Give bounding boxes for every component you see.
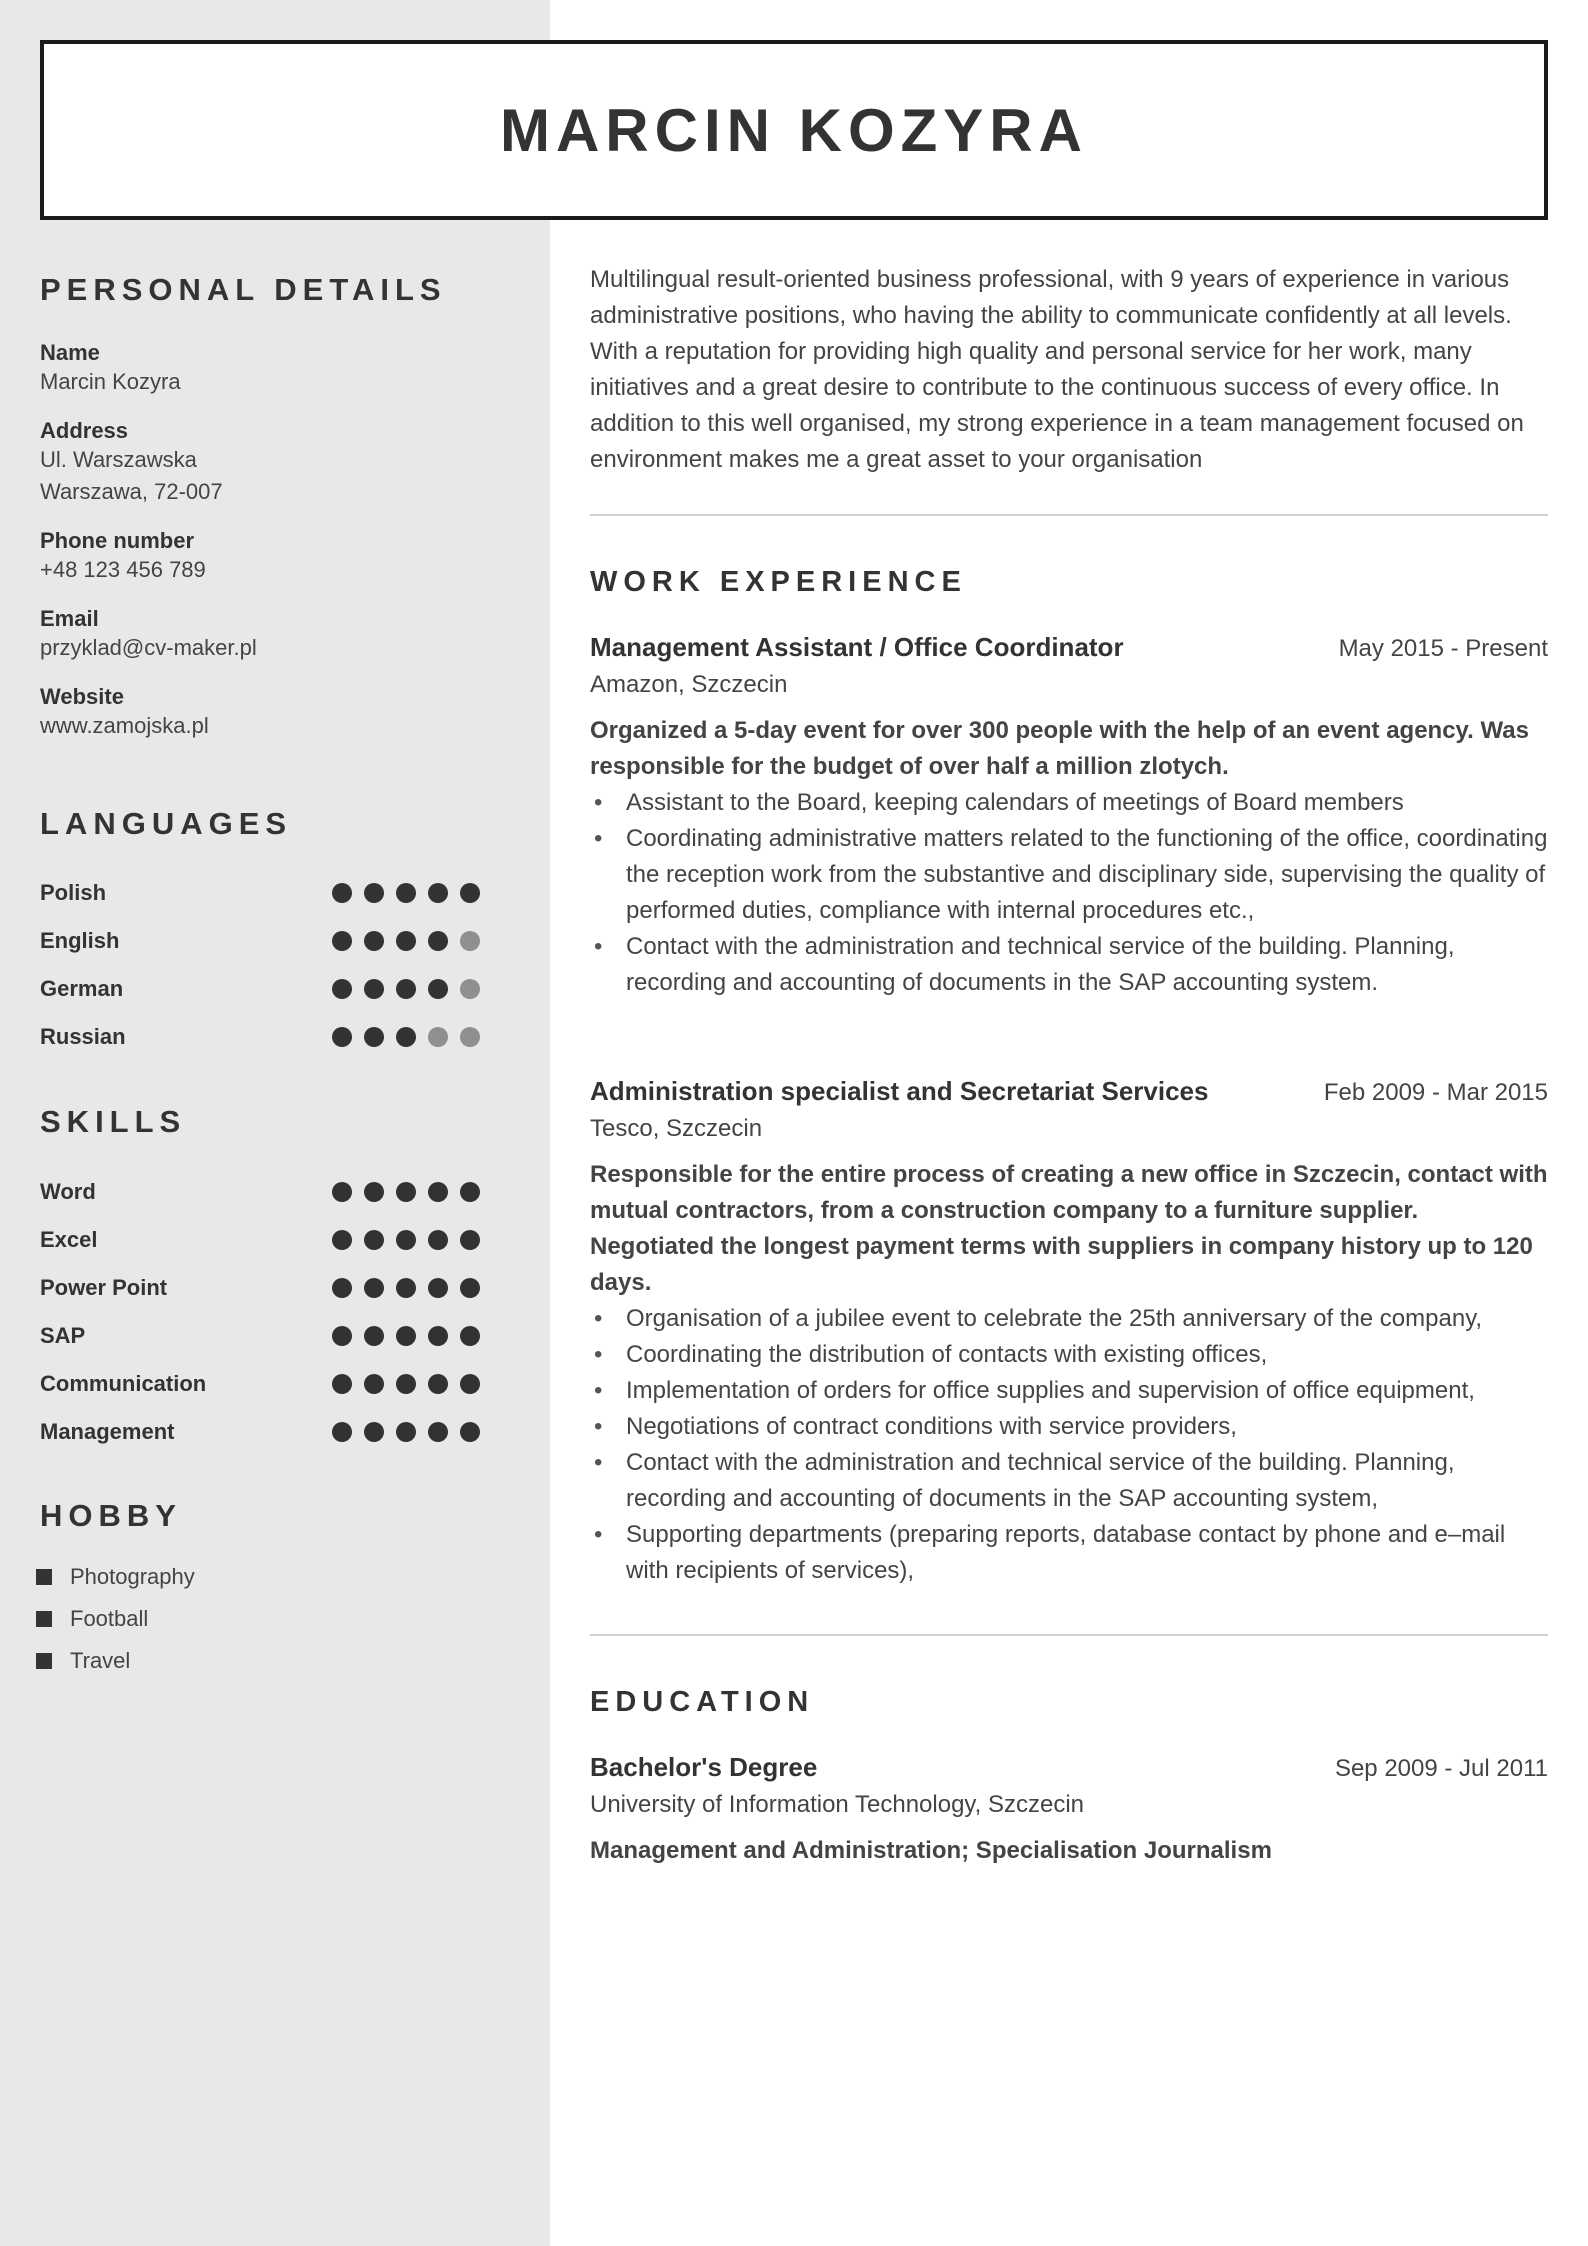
- filled-dot-icon: [332, 1027, 352, 1047]
- education-date: Sep 2009 - Jul 2011: [1334, 1755, 1548, 1782]
- name-value: Marcin Kozyra: [40, 369, 181, 394]
- empty-dot-icon: [460, 979, 480, 999]
- job-highlight: Organized a 5-day event for over 300 people with the help of an event agency. Was responsible for the budget of over half a million zlotych.: [590, 717, 1529, 780]
- language-name: German: [40, 976, 124, 1001]
- filled-dot-icon: [332, 1326, 352, 1346]
- language-row: [40, 925, 480, 957]
- empty-dot-icon: [460, 1027, 480, 1047]
- job-date: Feb 2009 - Mar 2015: [1323, 1079, 1548, 1106]
- job-title: Management Assistant / Office Coordinator: [590, 632, 1124, 662]
- languages-heading: LANGUAGES: [40, 806, 293, 841]
- divider: [590, 1634, 1548, 1636]
- skill-rating: [332, 1278, 480, 1298]
- square-bullet-icon: [36, 1611, 52, 1627]
- filled-dot-icon: [428, 1230, 448, 1250]
- email-label: Email: [40, 606, 99, 631]
- filled-dot-icon: [364, 1278, 384, 1298]
- job-entry: [590, 632, 1548, 1001]
- address-line2: Warszawa, 72-007: [40, 479, 223, 504]
- language-name: Polish: [40, 880, 107, 905]
- filled-dot-icon: [460, 1326, 480, 1346]
- hobby-label: Photography: [70, 1564, 195, 1589]
- filled-dot-icon: [396, 1374, 416, 1394]
- skill-name: Power Point: [40, 1275, 168, 1300]
- education-heading: EDUCATION: [590, 1686, 815, 1718]
- filled-dot-icon: [428, 1374, 448, 1394]
- filled-dot-icon: [332, 931, 352, 951]
- language-name: Russian: [40, 1024, 126, 1049]
- filled-dot-icon: [396, 883, 416, 903]
- empty-dot-icon: [460, 931, 480, 951]
- skill-name: Excel: [40, 1227, 98, 1252]
- filled-dot-icon: [460, 883, 480, 903]
- skill-rating: [332, 1326, 480, 1346]
- pd-phone: [40, 528, 500, 586]
- filled-dot-icon: [460, 1422, 480, 1442]
- filled-dot-icon: [428, 1422, 448, 1442]
- pd-address: [40, 418, 500, 508]
- job-bullet: • Coordinating administrative matters related to the functioning of the office, coordinating the reception work from the substantive and disciplinary side, supervising the quality of performed duties, compliance with internal procedures etc.,: [590, 821, 1548, 929]
- skill-row: [40, 1272, 480, 1304]
- filled-dot-icon: [332, 1374, 352, 1394]
- filled-dot-icon: [396, 1230, 416, 1250]
- filled-dot-icon: [364, 1230, 384, 1250]
- filled-dot-icon: [332, 1182, 352, 1202]
- hobby-label: Football: [70, 1606, 149, 1631]
- filled-dot-icon: [332, 1230, 352, 1250]
- divider: [590, 514, 1548, 516]
- language-row: [40, 1021, 480, 1053]
- filled-dot-icon: [364, 979, 384, 999]
- skills-heading-wrap: [40, 1104, 500, 1140]
- job-bullet: • Contact with the administration and technical service of the building. Planning, recording and accounting of documents in the SAP accounting system.: [590, 929, 1548, 1001]
- personal-details-section: [40, 272, 500, 308]
- work-experience-heading: WORK EXPERIENCE: [590, 566, 967, 598]
- filled-dot-icon: [428, 1326, 448, 1346]
- filled-dot-icon: [332, 1422, 352, 1442]
- skill-row: [40, 1176, 480, 1208]
- language-rating: [332, 931, 480, 951]
- filled-dot-icon: [428, 1278, 448, 1298]
- job-company: Tesco, Szczecin: [590, 1115, 763, 1142]
- skill-row: [40, 1416, 480, 1448]
- full-name: MARCIN KOZYRA: [500, 96, 1088, 164]
- filled-dot-icon: [428, 931, 448, 951]
- empty-dot-icon: [428, 1027, 448, 1047]
- filled-dot-icon: [396, 931, 416, 951]
- school-name: University of Information Technology, Szczecin: [590, 1791, 1085, 1818]
- job-company: Amazon, Szczecin: [590, 671, 788, 698]
- website-value[interactable]: www.zamojska.pl: [40, 713, 209, 738]
- job-bullet: • Contact with the administration and technical service of the building. Planning, recording and accounting of documents in the SAP accounting system,: [590, 1445, 1548, 1517]
- pd-email: [40, 606, 500, 664]
- website-label: Website: [40, 684, 124, 709]
- filled-dot-icon: [460, 1374, 480, 1394]
- filled-dot-icon: [364, 883, 384, 903]
- square-bullet-icon: [36, 1569, 52, 1585]
- job-bullet: • Organisation of a jubilee event to celebrate the 25th anniversary of the company,: [590, 1301, 1548, 1337]
- work-experience-heading-wrap: [590, 566, 1548, 599]
- phone-value: +48 123 456 789: [40, 557, 206, 582]
- job-bullet: • Implementation of orders for office supplies and supervision of office equipment,: [590, 1373, 1548, 1409]
- phone-label: Phone number: [40, 528, 195, 553]
- skill-row: [40, 1368, 480, 1400]
- address-line1: Ul. Warszawska: [40, 447, 197, 472]
- job-date: May 2015 - Present: [1338, 635, 1548, 662]
- skill-row: [40, 1224, 480, 1256]
- filled-dot-icon: [364, 931, 384, 951]
- filled-dot-icon: [428, 1182, 448, 1202]
- filled-dot-icon: [460, 1278, 480, 1298]
- hobby-item: [36, 1606, 148, 1632]
- name-label: Name: [40, 340, 100, 365]
- language-rating: [332, 979, 480, 999]
- square-bullet-icon: [36, 1653, 52, 1669]
- hobby-item: [36, 1564, 195, 1590]
- skill-rating: [332, 1422, 480, 1442]
- filled-dot-icon: [396, 1182, 416, 1202]
- hobby-heading: HOBBY: [40, 1498, 182, 1533]
- languages-heading-wrap: [40, 806, 500, 842]
- skill-rating: [332, 1374, 480, 1394]
- job-title: Administration specialist and Secretariat Services: [590, 1076, 1209, 1106]
- skill-rating: [332, 1230, 480, 1250]
- summary-text: Multilingual result-oriented business professional, with 9 years of experience in various administrative positions, who having the ability to communicate confidently at all levels. With a reputation for providing high quality and personal service for her work, many initiatives and a great desire to contribute to the continuous success of every office. In addition to this well organised, my strong experience in a team management focused on environment makes me a great asset to your organisation: [590, 266, 1524, 473]
- hobby-heading-wrap: [40, 1498, 500, 1534]
- language-rating: [332, 1027, 480, 1047]
- job-highlight: Negotiated the longest payment terms with suppliers in company history up to 120 days.: [590, 1233, 1533, 1296]
- skill-name: Communication: [40, 1371, 207, 1396]
- job-bullet: • Negotiations of contract conditions with service providers,: [590, 1409, 1548, 1445]
- education-heading-wrap: [590, 1686, 1548, 1719]
- filled-dot-icon: [460, 1182, 480, 1202]
- address-label: Address: [40, 418, 129, 443]
- hobby-item: [36, 1648, 130, 1674]
- language-row: [40, 877, 480, 909]
- filled-dot-icon: [332, 1278, 352, 1298]
- filled-dot-icon: [364, 1182, 384, 1202]
- job-bullets: [590, 785, 1548, 1001]
- personal-details-heading: PERSONAL DETAILS: [40, 272, 447, 307]
- filled-dot-icon: [396, 1422, 416, 1442]
- pd-website: [40, 684, 500, 742]
- filled-dot-icon: [460, 1230, 480, 1250]
- filled-dot-icon: [332, 883, 352, 903]
- skill-name: Word: [40, 1179, 96, 1204]
- skills-heading: SKILLS: [40, 1104, 187, 1139]
- language-rating: [332, 883, 480, 903]
- hobby-label: Travel: [70, 1648, 131, 1673]
- job-bullet: • Coordinating the distribution of contacts with existing offices,: [590, 1337, 1548, 1373]
- skill-row: [40, 1320, 480, 1352]
- skill-name: SAP: [40, 1323, 86, 1348]
- education-entry: [590, 1752, 1548, 1869]
- filled-dot-icon: [396, 979, 416, 999]
- filled-dot-icon: [428, 883, 448, 903]
- job-bullets: [590, 1301, 1548, 1589]
- job-entry: [590, 1076, 1548, 1589]
- language-row: [40, 973, 480, 1005]
- filled-dot-icon: [396, 1278, 416, 1298]
- job-highlight: Responsible for the entire process of creating a new office in Szczecin, contact with mutual contractors, from a construction company to a furniture supplier.: [590, 1161, 1548, 1224]
- summary-section: [590, 262, 1548, 478]
- filled-dot-icon: [396, 1027, 416, 1047]
- skill-name: Management: [40, 1419, 175, 1444]
- filled-dot-icon: [364, 1027, 384, 1047]
- email-value[interactable]: przyklad@cv-maker.pl: [40, 635, 257, 660]
- job-bullet: • Assistant to the Board, keeping calendars of meetings of Board members: [590, 785, 1548, 821]
- filled-dot-icon: [332, 979, 352, 999]
- skill-rating: [332, 1182, 480, 1202]
- filled-dot-icon: [364, 1374, 384, 1394]
- pd-name: [40, 340, 500, 398]
- degree-title: Bachelor's Degree: [590, 1752, 818, 1782]
- filled-dot-icon: [364, 1326, 384, 1346]
- filled-dot-icon: [396, 1326, 416, 1346]
- language-name: English: [40, 928, 120, 953]
- name-header: [40, 40, 1548, 220]
- job-bullet: • Supporting departments (preparing reports, database contact by phone and e–mail with recipients of services),: [590, 1517, 1548, 1589]
- filled-dot-icon: [364, 1422, 384, 1442]
- education-field: Management and Administration; Specialisation Journalism: [590, 1837, 1272, 1864]
- filled-dot-icon: [428, 979, 448, 999]
